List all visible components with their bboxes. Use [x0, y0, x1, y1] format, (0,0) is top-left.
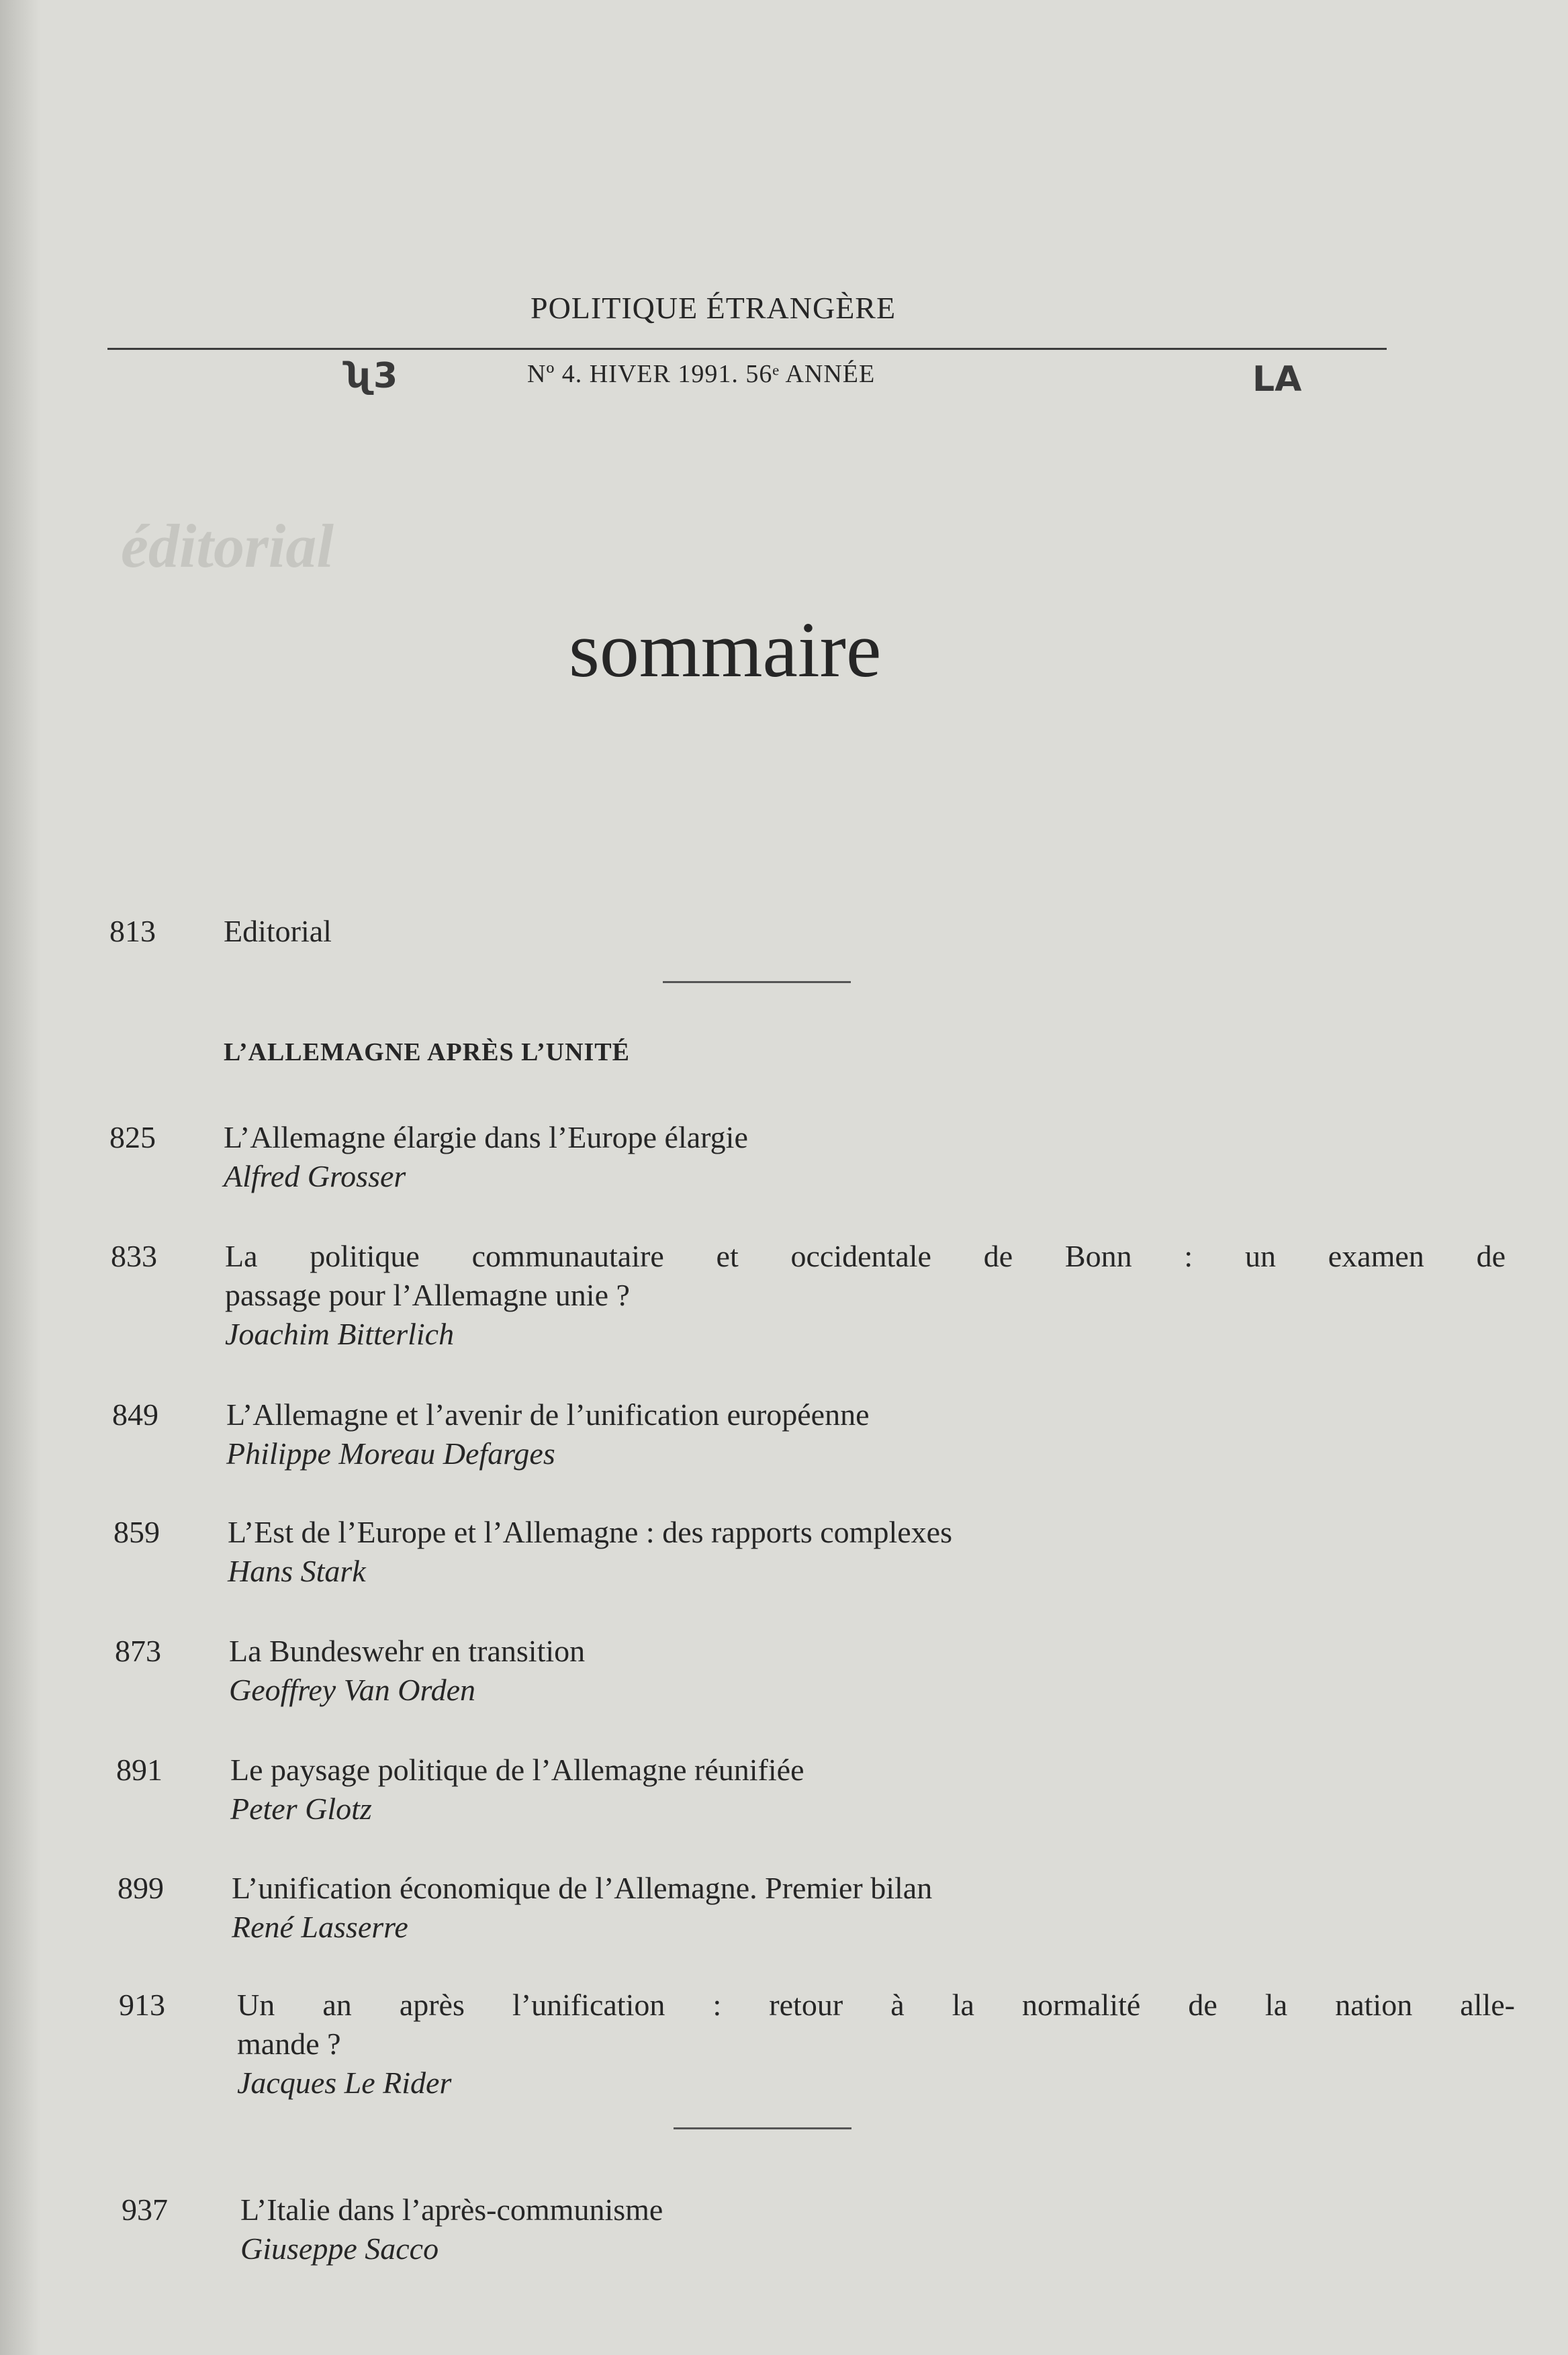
- page-number: 849: [112, 1397, 158, 1432]
- entry-title-line-2: mande ?: [237, 2027, 341, 2061]
- section-divider: [663, 981, 851, 983]
- entry-author: Geoffrey Van Orden: [229, 1673, 476, 1707]
- page-number: 825: [109, 1120, 156, 1154]
- entry-author: Peter Glotz: [230, 1792, 372, 1826]
- entry-title: La Bundeswehr en transition: [229, 1634, 586, 1668]
- entry-title: L’Allemagne élargie dans l’Europe élargie: [224, 1120, 748, 1154]
- entry-author: Philippe Moreau Defarges: [226, 1436, 555, 1471]
- entry-title: L’Italie dans l’après-communisme: [240, 2192, 663, 2227]
- handwritten-note-right: LA: [1252, 359, 1302, 400]
- page-number: 859: [113, 1515, 160, 1549]
- entry-author: Hans Stark: [228, 1554, 366, 1588]
- entry-title: L’Est de l’Europe et l’Allemagne : des rapports complexes: [228, 1515, 952, 1549]
- page-title: sommaire: [569, 606, 882, 694]
- entry-title: Editorial: [224, 914, 332, 948]
- handwritten-note-left: ʯ3: [346, 356, 398, 396]
- entry-author: Joachim Bitterlich: [225, 1317, 455, 1351]
- entry-title: Le paysage politique de l’Allemagne réunifiée: [230, 1753, 804, 1787]
- issue-line: Nº 4. HIVER 1991. 56ᵉ ANNÉE: [527, 360, 876, 388]
- page-edge-shadow: [0, 0, 40, 2355]
- entry-author: René Lasserre: [232, 1910, 408, 1944]
- journal-title: POLITIQUE ÉTRANGÈRE: [531, 291, 896, 325]
- entry-author: Alfred Grosser: [224, 1159, 406, 1193]
- entry-title-line-1: La politique communautaire et occidentale de Bonn : un examen de: [225, 1239, 1506, 1273]
- page-number: 873: [115, 1634, 161, 1668]
- section-heading: L’ALLEMAGNE APRÈS L’UNITÉ: [224, 1038, 631, 1066]
- entry-title: L’unification économique de l’Allemagne. Premier bilan: [232, 1871, 933, 1905]
- entry-author: Jacques Le Rider: [237, 2066, 452, 2100]
- section-divider: [674, 2127, 851, 2129]
- entry-author: Giuseppe Sacco: [240, 2231, 439, 2266]
- page-number: 937: [122, 2192, 168, 2227]
- page-number: 891: [116, 1753, 163, 1787]
- page-number: 833: [111, 1239, 157, 1273]
- page-number: 813: [109, 914, 156, 948]
- page-number: 913: [119, 1988, 165, 2022]
- entry-title: L’Allemagne et l’avenir de l’unification européenne: [226, 1397, 870, 1432]
- header-rule: [107, 348, 1387, 350]
- entry-title-line-1: Un an après l’unification : retour à la normalité de la nation alle-: [237, 1988, 1515, 2022]
- page-number: 899: [118, 1871, 164, 1905]
- show-through-text: éditorial: [121, 512, 334, 580]
- entry-title-line-2: passage pour l’Allemagne unie ?: [225, 1278, 630, 1312]
